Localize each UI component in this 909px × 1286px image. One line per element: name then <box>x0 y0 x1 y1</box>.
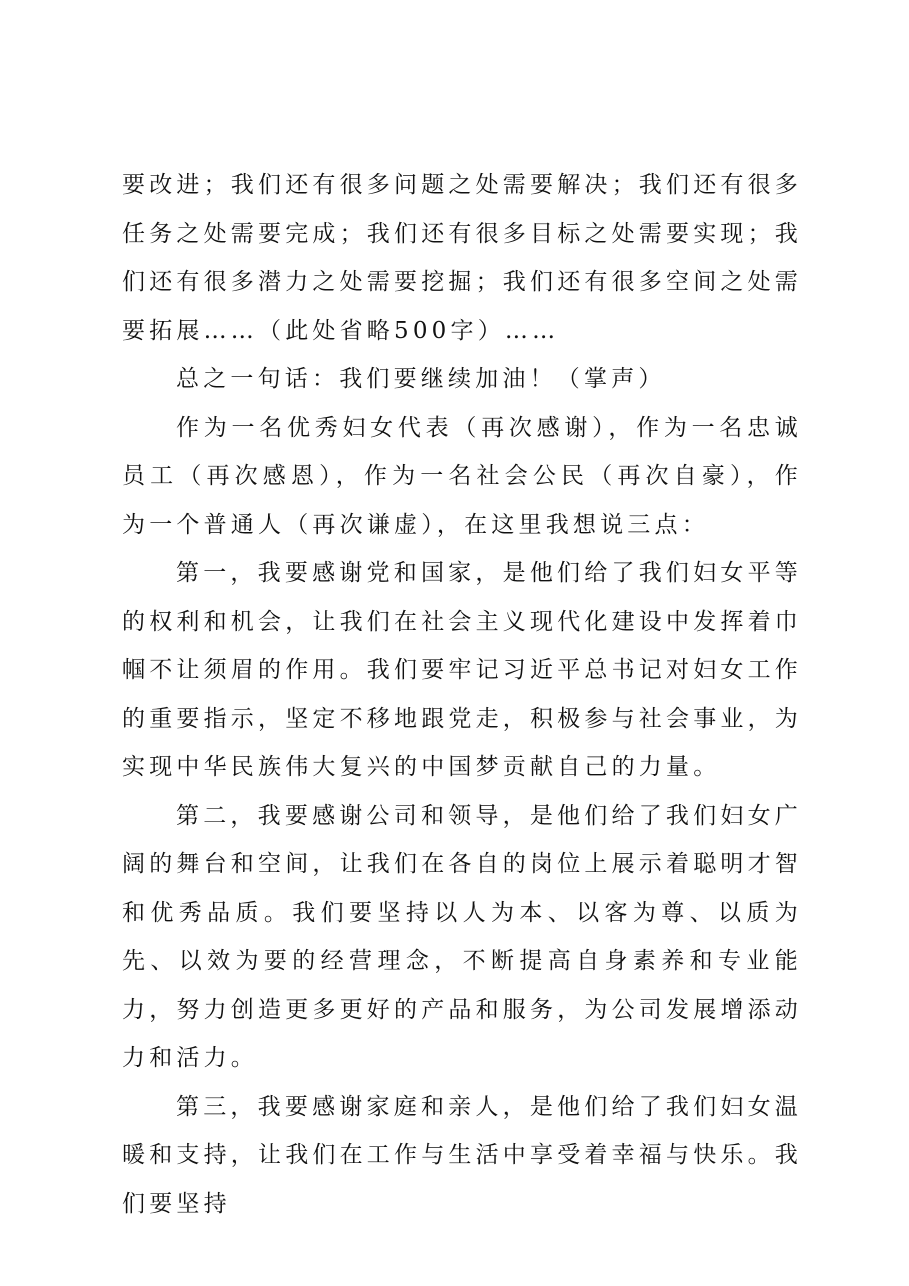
paragraph-second-point: 第二，我要感谢公司和领导，是他们给了我们妇女广阔的舞台和空间，让我们在各自的岗位上展示着聪明才智和优秀品质。我们要坚持以人为本、以客为尊、以质为先、以效为要的经营理念，不断提高自身素养和专业能力，努力创造更多更好的产品和服务，为公司发展增添动力和活力。 <box>122 802 802 1071</box>
paragraph-third-point: 第三，我要感谢家庭和亲人，是他们给了我们妇女温暖和支持，让我们在工作与生活中享受着幸福与快乐。我们要坚持 <box>122 1093 802 1217</box>
paragraph-first-point: 第一，我要感谢党和国家，是他们给了我们妇女平等的权利和机会，让我们在社会主义现代化建设中发挥着巾帼不让须眉的作用。我们要牢记习近平总书记对妇女工作的重要指示，坚定不移地跟党走，积极参与社会事业，为实现中华民族伟大复兴的中国梦贡献自己的力量。 <box>122 560 802 780</box>
paragraph-continued: 要改进；我们还有很多问题之处需要解决；我们还有很多任务之处需要完成；我们还有很多目标之处需要实现；我们还有很多潜力之处需要挖掘；我们还有很多空间之处需要拓展……（此处省略500字）…… <box>122 172 802 344</box>
paragraph-summary: 总之一句话：我们要继续加油！（掌声） <box>176 366 666 392</box>
paragraph-identity: 作为一名优秀妇女代表（再次感谢），作为一名忠诚员工（再次感恩），作为一名社会公民（再次自豪），作为一个普通人（再次谦虚），在这里我想说三点： <box>122 414 802 538</box>
body-text <box>122 161 802 1228</box>
